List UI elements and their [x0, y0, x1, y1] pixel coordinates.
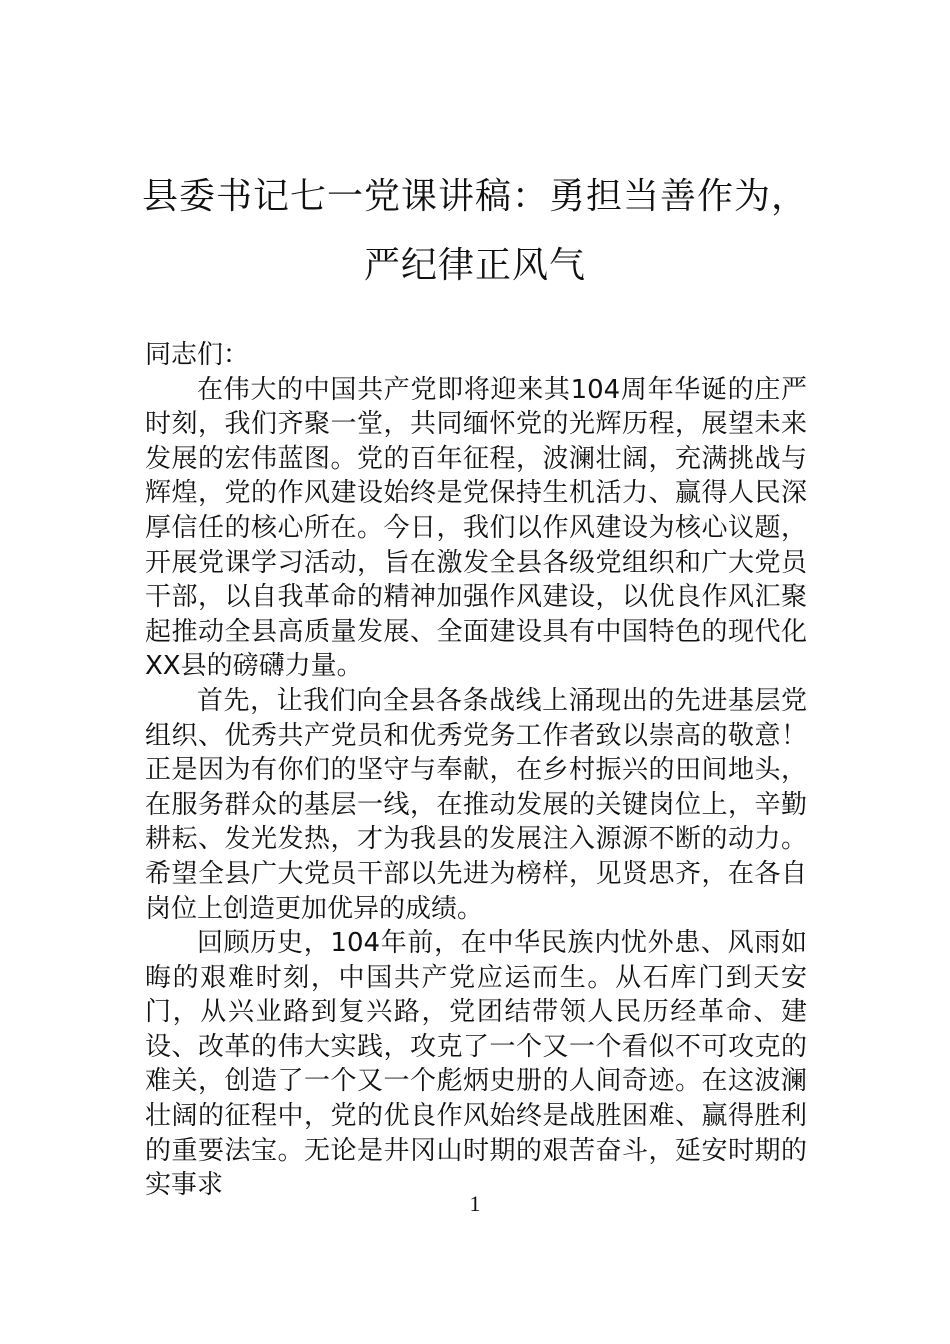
paragraph-1: 在伟大的中国共产党即将迎来其104周年华诞的庄严时刻，我们齐聚一堂，共同缅怀党的光辉历程，展望未来发展的宏伟蓝图。党的百年征程，波澜壮阔，充满挑战与辉煌，党的作风建设始终是党保持生机活力、赢得人民深厚信任的核心所在。今日，我们以作风建设为核心议题，开展党课学习活动，旨在激发全县各级党组织和广大党员干部，以自我革命的精神加强作风建设，以优良作风汇聚起推动全县高质量发展、全面建设具有中国特色的现代化XX县的磅礴力量。 [145, 374, 807, 682]
document-body [145, 338, 807, 1203]
page-number: 1 [469, 1191, 481, 1216]
document-title-line-1: 县委书记七一党课讲稿：勇担当善作为， [141, 176, 808, 217]
paragraph-3: 回顾历史，104年前，在中华民族内忧外患、风雨如晦的艰难时刻，中国共产党应运而生。从石库门到天安门，从兴业路到复兴路，党团结带领人民历经革命、建设、改革的伟大实践，攻克了一个又一个看似不可攻克的难关，创造了一个又一个彪炳史册的人间奇迹。在这波澜壮阔的征程中，党的优良作风始终是战胜困难、赢得胜利的重要法宝。无论是井冈山时期的艰苦奋斗，延安时期的实事求 [145, 928, 807, 1201]
paragraph-2: 首先，让我们向全县各条战线上涌现出的先进基层党组织、优秀共产党员和优秀党务工作者致以崇高的敬意！正是因为有你们的坚守与奉献，在乡村振兴的田间地头，在服务群众的基层一线，在推动发展的关键岗位上，辛勤耕耘、发光发热，才为我县的发展注入源源不断的动力。希望全县广大党员干部以先进为榜样，见贤思齐，在各自岗位上创造更加优异的成绩。 [145, 685, 807, 924]
salutation: 同志们： [145, 340, 250, 370]
document-title-line-2: 严纪律正风气 [363, 245, 586, 286]
